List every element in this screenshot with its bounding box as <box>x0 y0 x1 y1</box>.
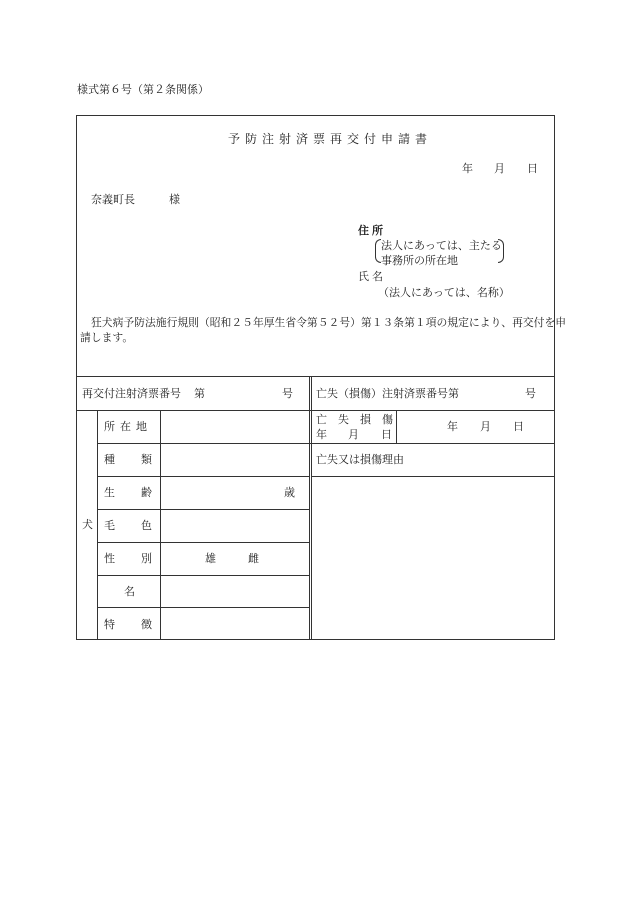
loss-date-label-year: 年 <box>316 428 327 441</box>
divider <box>76 410 555 411</box>
form-title: 予防注射済票再交付申請書 <box>228 132 433 146</box>
name-note: （法人にあっては、名称） <box>378 286 510 299</box>
loss-date-year: 年 <box>447 420 458 433</box>
address-note-line2: 事務所の所在地 <box>381 254 458 267</box>
sex-female: 雌 <box>248 552 259 565</box>
form-number: 様式第６号（第２条関係） <box>77 83 209 96</box>
sex-label: 性別 <box>104 552 178 565</box>
loss-date-label-month: 月 <box>348 428 359 441</box>
coat-color-label: 毛色 <box>104 519 178 532</box>
divider <box>76 376 555 377</box>
address-label: 住所 <box>358 224 386 237</box>
features-label: 特徴 <box>104 618 178 631</box>
lost-number-label: 亡失（損傷）注射済票番号第 <box>316 387 459 400</box>
divider <box>311 376 312 640</box>
reissue-number-dai: 第 <box>194 387 205 400</box>
divider <box>309 376 310 640</box>
lost-number-go: 号 <box>525 387 536 400</box>
reissue-number-label: 再交付注射済票番号 <box>82 387 181 400</box>
divider <box>311 476 555 477</box>
divider <box>97 410 98 640</box>
body-text-line1: 狂犬病予防法施行規則（昭和２５年厚生省令第５２号）第１３条第１項の規定により、再交付を申 <box>91 316 567 329</box>
name-label: 氏名 <box>358 270 386 283</box>
loss-date-day: 日 <box>513 420 524 433</box>
dog-label: 犬 <box>82 518 93 531</box>
breed-label: 種類 <box>104 453 178 466</box>
location-label: 所在地 <box>104 420 152 433</box>
body-text-line2: 請します。 <box>80 331 134 344</box>
loss-date-month: 月 <box>480 420 491 433</box>
divider <box>97 607 310 608</box>
divider <box>97 575 310 576</box>
loss-date-label-day: 日 <box>381 428 392 441</box>
age-label: 生齢 <box>104 486 178 499</box>
reissue-number-go: 号 <box>282 387 293 400</box>
address-note-line1: 法人にあっては、主たる <box>381 239 502 252</box>
age-unit: 歳 <box>284 486 295 499</box>
dog-name-label: 名 <box>124 585 135 598</box>
loss-reason-label: 亡失又は損傷理由 <box>316 453 404 466</box>
right-bracket <box>498 239 504 263</box>
divider <box>97 542 310 543</box>
sex-male: 雄 <box>205 552 216 565</box>
divider <box>97 443 555 444</box>
divider <box>97 509 310 510</box>
divider <box>97 476 310 477</box>
loss-date-label-top: 亡失損傷 <box>316 413 404 426</box>
